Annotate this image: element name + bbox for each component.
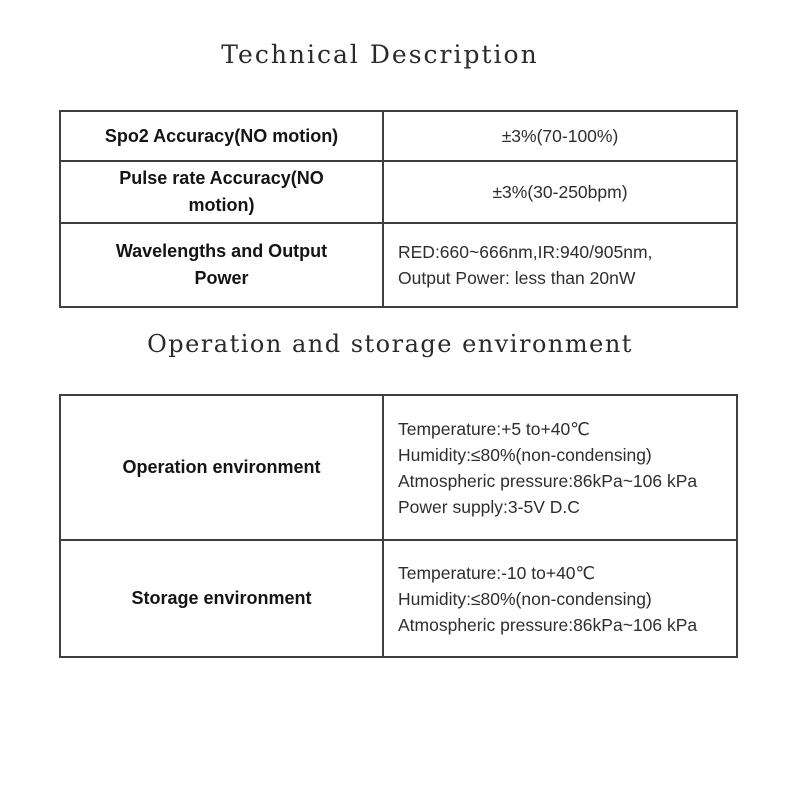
spec-value: ±3%(30-250bpm) [492, 181, 628, 202]
spec-label-cell [61, 112, 384, 160]
spec-label: Wavelengths and Output Power [115, 241, 328, 288]
spec-value-cell [384, 112, 736, 160]
spec-value-line: Temperature:-10 to+40℃ [398, 562, 596, 583]
table-row [61, 112, 736, 160]
spec-label-cell [61, 162, 384, 222]
spec-label-cell [61, 396, 384, 539]
table-row [61, 539, 736, 656]
spec-value-cell [384, 541, 736, 656]
spec-value: ±3%(70-100%) [501, 125, 619, 146]
spec-label: Pulse rate Accuracy(NO motion) [119, 168, 324, 215]
technical-description-title: Technical Description [221, 40, 539, 69]
spec-value-line: Humidity:≤80%(non-condensing) [398, 588, 652, 609]
operation-storage-table [59, 394, 738, 658]
spec-value-line: Power supply:3-5V D.C [398, 496, 580, 517]
spec-value-line: RED:660~666nm,IR:940/905nm, [398, 242, 653, 262]
spec-label: Storage environment [131, 588, 312, 608]
spec-label: Spo2 Accuracy(NO motion) [104, 125, 339, 146]
spec-value-cell [384, 224, 736, 306]
spec-value-line: Atmospheric pressure:86kPa~106 kPa [398, 614, 698, 635]
spec-value-line: Humidity:≤80%(non-condensing) [398, 444, 652, 465]
spec-value-cell [384, 396, 736, 539]
spec-value-line: Output Power: less than 20nW [398, 268, 636, 288]
table-row [61, 160, 736, 222]
spec-label-cell [61, 224, 384, 306]
spec-value-cell [384, 162, 736, 222]
spec-value-line: Atmospheric pressure:86kPa~106 kPa [398, 470, 698, 491]
technical-description-table [59, 110, 738, 308]
spec-label-cell [61, 541, 384, 656]
operation-storage-title: Operation and storage environment [147, 330, 633, 358]
spec-value-line: Temperature:+5 to+40℃ [398, 418, 590, 439]
table-row [61, 396, 736, 539]
table-row [61, 222, 736, 306]
spec-label: Operation environment [122, 457, 321, 477]
